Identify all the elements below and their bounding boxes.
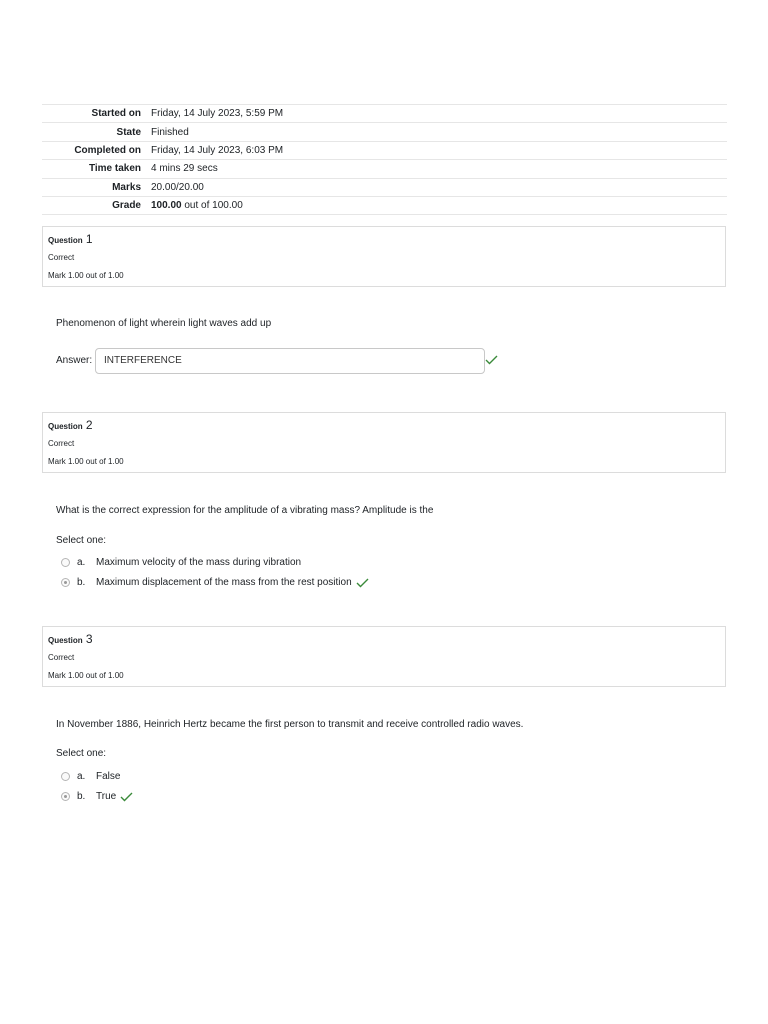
select-one-label: Select one: xyxy=(56,748,107,759)
answer-option[interactable] xyxy=(61,577,369,588)
question-mark: Mark 1.00 out of 1.00 xyxy=(48,271,124,280)
question-mark: Mark 1.00 out of 1.00 xyxy=(48,457,124,466)
summary-label: Time taken xyxy=(88,163,141,175)
attempt-summary-table xyxy=(42,104,727,215)
question-info-3 xyxy=(42,626,726,687)
question-text: Phenomenon of light wherein light waves add up xyxy=(56,318,272,329)
answer-option[interactable] xyxy=(61,771,124,782)
question-number: 2 xyxy=(85,418,93,432)
summary-value: 20.00/20.00 xyxy=(151,181,204,193)
option-letter: b. xyxy=(77,577,86,588)
answer-input[interactable]: INTERFERENCE xyxy=(95,348,485,374)
select-one-label: Select one: xyxy=(56,535,107,546)
answer-option[interactable] xyxy=(61,791,133,802)
radio-icon[interactable] xyxy=(61,792,70,801)
radio-icon[interactable] xyxy=(61,558,70,567)
question-label: Question xyxy=(48,422,83,431)
summary-label: Grade xyxy=(112,200,141,212)
radio-icon[interactable] xyxy=(61,578,70,587)
summary-value-grade xyxy=(151,196,727,214)
question-status: Correct xyxy=(48,439,75,448)
summary-value: 4 mins 29 secs xyxy=(151,163,218,175)
summary-row xyxy=(42,196,727,214)
check-icon xyxy=(120,792,133,802)
question-title xyxy=(48,632,93,646)
check-icon xyxy=(356,578,369,588)
option-letter: b. xyxy=(77,791,86,802)
question-number: 3 xyxy=(85,632,93,646)
question-number: 1 xyxy=(85,232,93,246)
summary-label: Marks xyxy=(112,181,141,193)
summary-row xyxy=(42,105,727,123)
question-status: Correct xyxy=(48,253,75,262)
question-info-2 xyxy=(42,412,726,473)
question-text: In November 1886, Heinrich Hertz became the first person to transmit and receive controlled radio waves. xyxy=(56,719,524,730)
summary-value: Friday, 14 July 2023, 6:03 PM xyxy=(151,144,284,156)
option-text: Maximum velocity of the mass during vibration xyxy=(96,557,302,568)
option-letter: a. xyxy=(77,557,86,568)
summary-value: Friday, 14 July 2023, 5:59 PM xyxy=(151,108,284,120)
summary-row xyxy=(42,160,727,178)
summary-row xyxy=(42,178,727,196)
question-text: What is the correct expression for the amplitude of a vibrating mass? Amplitude is the xyxy=(56,505,434,516)
summary-row xyxy=(42,123,727,141)
question-info-1 xyxy=(42,226,726,287)
option-text: True xyxy=(96,791,117,802)
option-text: False xyxy=(96,771,121,782)
question-mark: Mark 1.00 out of 1.00 xyxy=(48,671,124,680)
question-status: Correct xyxy=(48,653,75,662)
grade-out-of: out of 100.00 xyxy=(181,200,243,212)
summary-label: State xyxy=(116,126,141,138)
question-title xyxy=(48,232,93,246)
summary-label: Completed on xyxy=(74,144,141,156)
answer-option[interactable] xyxy=(61,557,305,568)
question-label: Question xyxy=(48,636,83,645)
summary-row xyxy=(42,141,727,159)
answer-label: Answer: xyxy=(56,355,93,366)
question-title xyxy=(48,418,93,432)
summary-value: Finished xyxy=(151,126,189,138)
radio-icon[interactable] xyxy=(61,772,70,781)
option-text: Maximum displacement of the mass from the rest position xyxy=(96,577,352,588)
option-letter: a. xyxy=(77,771,86,782)
grade-value: 100.00 xyxy=(151,200,182,212)
question-label: Question xyxy=(48,236,83,245)
check-icon xyxy=(485,355,498,365)
summary-label: Started on xyxy=(91,108,141,120)
